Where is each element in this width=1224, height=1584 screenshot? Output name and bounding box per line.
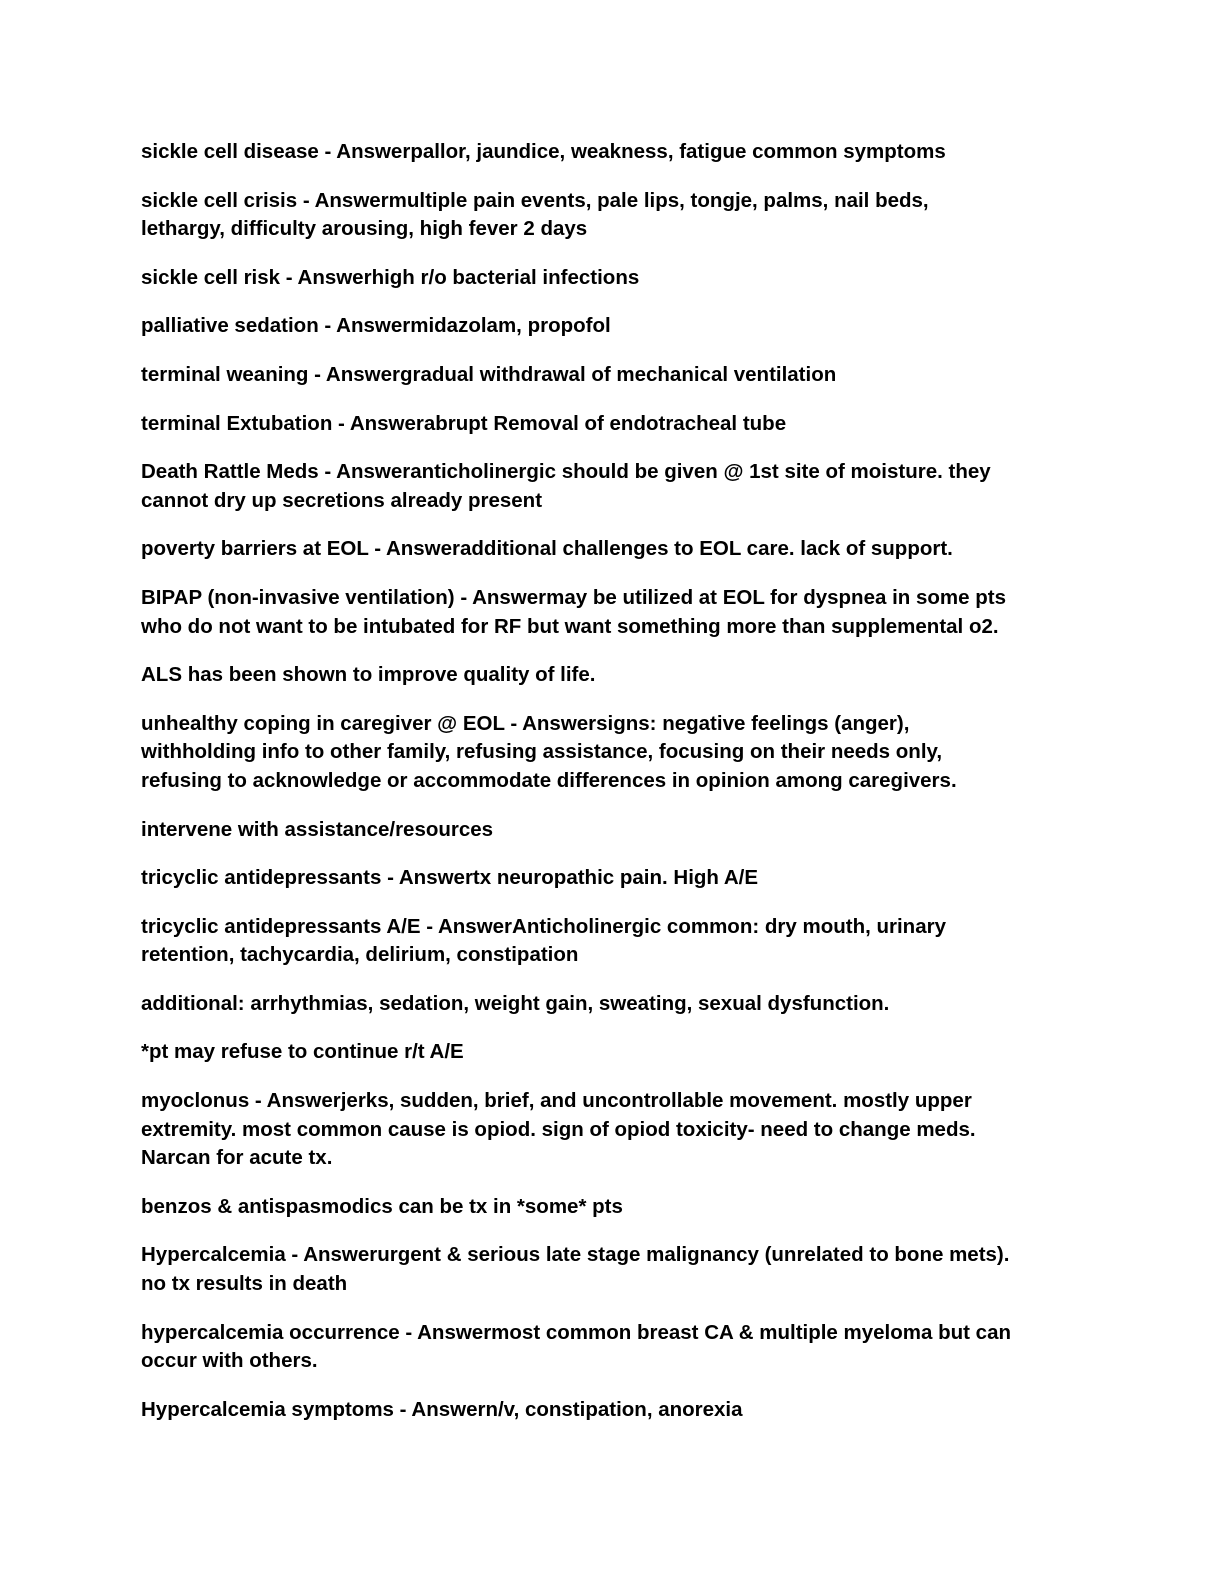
paragraph-hypercalcemia	[141, 1241, 1081, 1298]
line: cannot dry up secretions already present	[141, 488, 543, 512]
paragraph-unhealthy-coping	[141, 710, 1081, 796]
line: Narcan for acute tx.	[141, 1146, 333, 1170]
line: sickle cell risk - Answerhigh r/o bacterial infections	[141, 265, 640, 289]
line: tricyclic antidepressants - Answertx neuropathic pain. High A/E	[141, 866, 759, 890]
paragraph-tricyclic-antidepressants	[141, 864, 1081, 893]
line: terminal Extubation - Answerabrupt Removal of endotracheal tube	[141, 411, 787, 435]
line: unhealthy coping in caregiver @ EOL - Answersigns: negative feelings (anger),	[141, 711, 910, 735]
line: terminal weaning - Answergradual withdrawal of mechanical ventilation	[141, 362, 837, 386]
line: lethargy, difficulty arousing, high fever 2 days	[141, 217, 588, 241]
line: Death Rattle Meds - Answeranticholinergic should be given @ 1st site of moisture. they	[141, 460, 991, 484]
line: Hypercalcemia symptoms - Answern/v, constipation, anorexia	[141, 1397, 743, 1421]
paragraph-death-rattle-meds	[141, 458, 1081, 515]
line: retention, tachycardia, delirium, constipation	[141, 943, 579, 967]
line: poverty barriers at EOL - Answeradditional challenges to EOL care. lack of support.	[141, 537, 953, 561]
paragraph-als	[141, 661, 1081, 690]
line: ALS has been shown to improve quality of life.	[141, 663, 596, 687]
line: sickle cell crisis - Answermultiple pain events, pale lips, tongje, palms, nail beds,	[141, 188, 929, 212]
line: tricyclic antidepressants A/E - AnswerAnticholinergic common: dry mouth, urinary	[141, 914, 946, 938]
paragraph-tricyclic-ae	[141, 913, 1081, 970]
paragraph-hypercalcemia-occurrence	[141, 1319, 1081, 1376]
line: *pt may refuse to continue r/t A/E	[141, 1040, 464, 1064]
line: no tx results in death	[141, 1272, 348, 1296]
line: sickle cell disease - Answerpallor, jaundice, weakness, fatigue common symptoms	[141, 140, 946, 163]
paragraph-palliative-sedation	[141, 312, 1081, 341]
paragraph-sickle-cell-disease	[141, 138, 1081, 167]
line: withholding info to other family, refusing assistance, focusing on their needs only,	[141, 740, 943, 764]
paragraph-poverty-barriers	[141, 535, 1081, 564]
paragraph-myoclonus	[141, 1087, 1081, 1173]
line: myoclonus - Answerjerks, sudden, brief, and uncontrollable movement. mostly upper	[141, 1089, 972, 1113]
line: extremity. most common cause is opiod. sign of opiod toxicity- need to change meds.	[141, 1117, 976, 1141]
paragraph-terminal-extubation	[141, 410, 1081, 439]
line: additional: arrhythmias, sedation, weight gain, sweating, sexual dysfunction.	[141, 991, 890, 1015]
document-body	[141, 138, 1081, 1444]
paragraph-pt-may-refuse	[141, 1038, 1081, 1067]
paragraph-bipap	[141, 584, 1081, 641]
paragraph-intervene	[141, 816, 1081, 845]
line: benzos & antispasmodics can be tx in *some* pts	[141, 1194, 623, 1218]
paragraph-hypercalcemia-symptoms	[141, 1396, 1081, 1425]
line: intervene with assistance/resources	[141, 817, 494, 841]
paragraph-sickle-cell-risk	[141, 264, 1081, 293]
line: refusing to acknowledge or accommodate differences in opinion among caregivers.	[141, 768, 957, 792]
paragraph-terminal-weaning	[141, 361, 1081, 390]
line: palliative sedation - Answermidazolam, propofol	[141, 314, 611, 338]
paragraph-additional-ae	[141, 990, 1081, 1019]
paragraph-sickle-cell-crisis	[141, 187, 1081, 244]
line: hypercalcemia occurrence - Answermost common breast CA & multiple myeloma but can	[141, 1320, 1011, 1344]
line: Hypercalcemia - Answerurgent & serious late stage malignancy (unrelated to bone mets).	[141, 1243, 1010, 1267]
line: BIPAP (non-invasive ventilation) - Answermay be utilized at EOL for dyspnea in some pts	[141, 585, 1006, 609]
line: occur with others.	[141, 1349, 318, 1373]
line: who do not want to be intubated for RF but want something more than supplemental o2.	[141, 614, 999, 638]
paragraph-benzos	[141, 1193, 1081, 1222]
